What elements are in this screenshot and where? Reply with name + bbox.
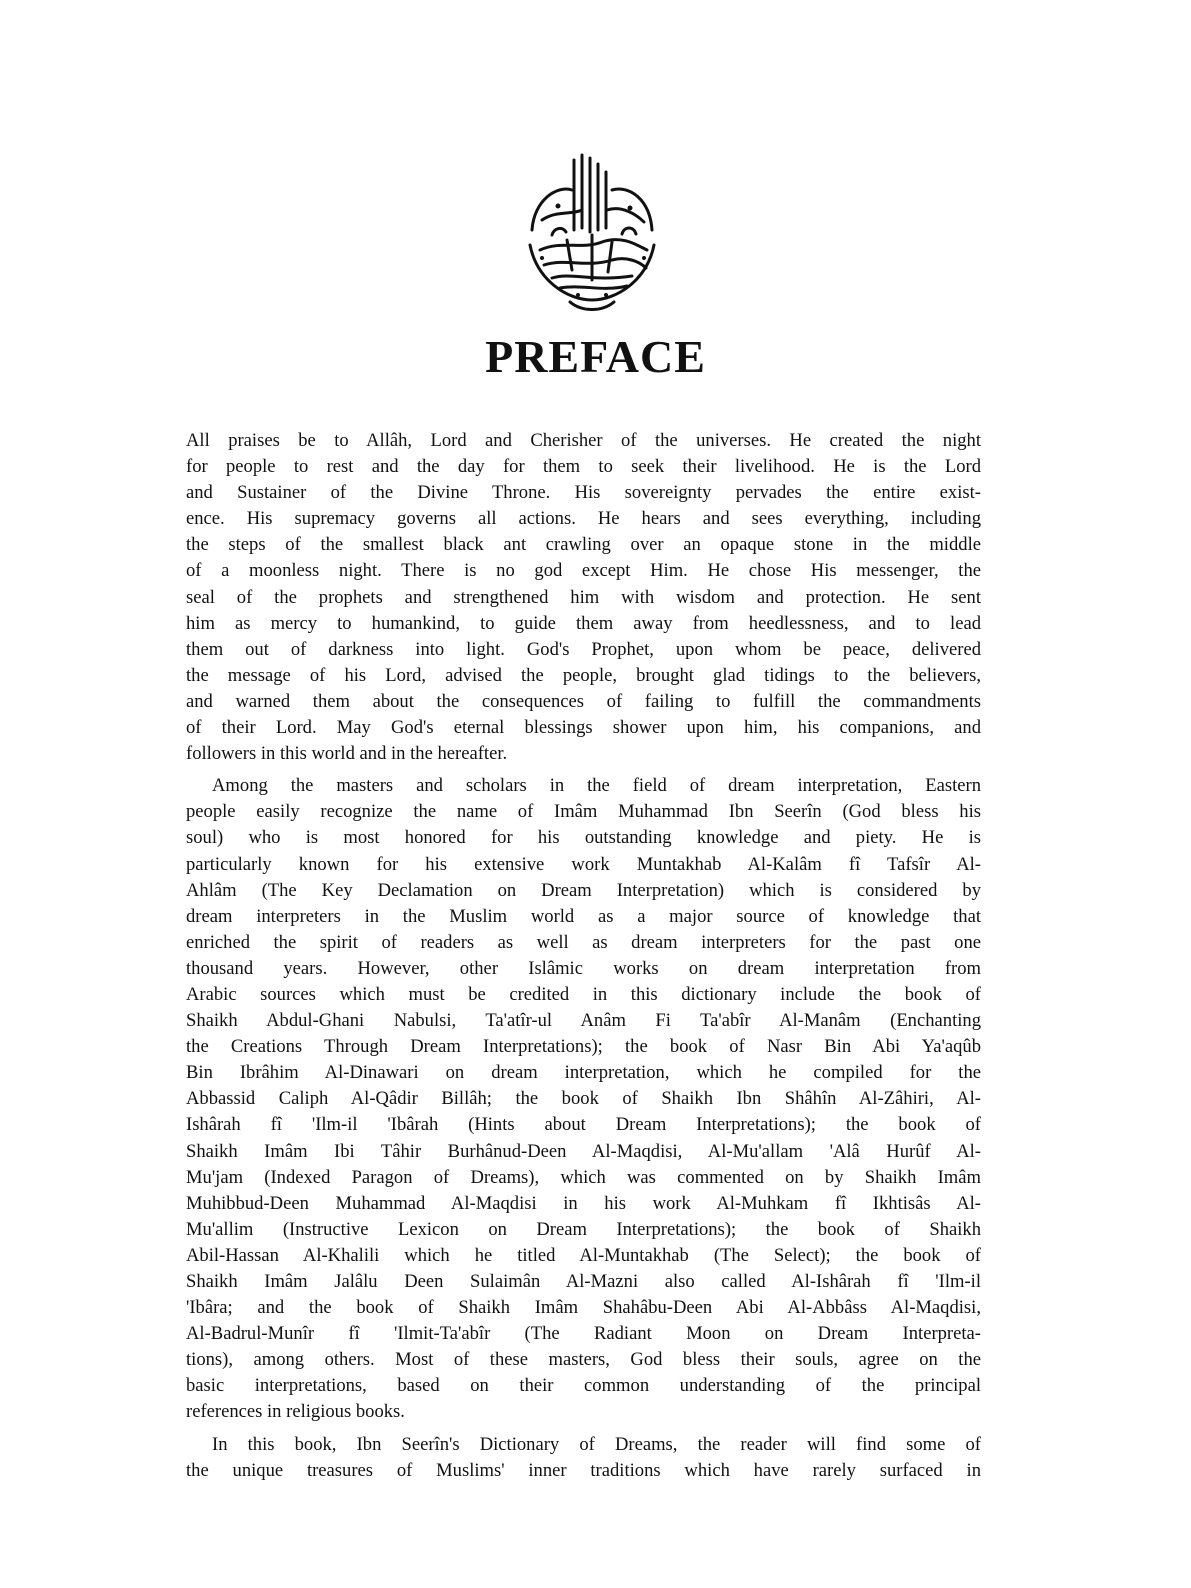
text-line: of their Lord. May God's eternal blessings shower upon him, his companions, and [186, 717, 981, 739]
preface-body [186, 428, 981, 1484]
text-line: Arabic sources which must be credited in this dictionary include the book of [186, 983, 981, 1005]
text-line: them out of darkness into light. God's Prophet, upon whom be peace, delivered [186, 638, 981, 660]
text-line: followers in this world and in the hereafter. [186, 743, 508, 765]
text-line: enriched the spirit of readers as well as dream interpreters for the past one [186, 931, 981, 953]
text-line: Ishârah fî 'Ilm-il 'Ibârah (Hints about Dream Interpretations); the book of [186, 1114, 981, 1136]
text-line: Abil-Hassan Al-Khalili which he titled Al-Muntakhab (The Select); the book of [186, 1244, 981, 1266]
text-line: Among the masters and scholars in the field of dream interpretation, Eastern [212, 775, 981, 797]
paragraph-3 [186, 1432, 981, 1484]
page-title: PREFACE [485, 331, 706, 382]
text-line: ence. His supremacy governs all actions. He hears and sees everything, including [186, 508, 981, 530]
text-line: Shaikh Imâm Jalâlu Deen Sulaimân Al-Mazni also called Al-Ishârah fî 'Ilm-il [186, 1271, 981, 1292]
text-line: Abbassid Caliph Al-Qâdir Billâh; the book of Shaikh Ibn Shâhîn Al-Zâhiri, Al- [186, 1088, 981, 1110]
text-line: dream interpreters in the Muslim world as a major source of knowledge that [186, 905, 981, 927]
text-line: him as mercy to humankind, to guide them away from heedlessness, and to lead [186, 612, 981, 634]
text-line: the unique treasures of Muslims' inner traditions which have rarely surfaced in [186, 1459, 981, 1481]
text-line: In this book, Ibn Seerîn's Dictionary of Dreams, the reader will find some of [212, 1433, 981, 1455]
text-line: the message of his Lord, advised the people, brought glad tidings to the believers, [186, 664, 981, 686]
text-line: people easily recognize the name of Imâm Muhammad Ibn Seerîn (God bless his [186, 801, 981, 823]
text-line: Ahlâm (The Key Declamation on Dream Interpretation) which is considered by [186, 879, 981, 901]
text-line: 'Ibâra; and the book of Shaikh Imâm Shahâbu-Deen Abi Al-Abbâss Al-Maqdisi, [186, 1297, 981, 1319]
text-line: tions), among others. Most of these masters, God bless their souls, agree on the [186, 1349, 981, 1371]
text-line: thousand years. However, other Islâmic works on dream interpretation from [186, 957, 981, 979]
text-line: Al-Badrul-Munîr fî 'Ilmit-Ta'abîr (The Radiant Moon on Dream Interpreta- [186, 1323, 981, 1345]
text-line: the steps of the smallest black ant crawling over an opaque stone in the middle [186, 534, 981, 556]
text-line: Mu'jam (Indexed Paragon of Dreams), which was commented on by Shaikh Imâm [186, 1166, 981, 1188]
text-line: Shaikh Abdul-Ghani Nabulsi, Ta'atîr-ul Anâm Fi Ta'abîr Al-Manâm (Enchanting [186, 1010, 981, 1032]
text-line: soul) who is most honored for his outstanding knowledge and piety. He is [186, 827, 981, 849]
text-line: Shaikh Imâm Ibi Tâhir Burhânud-Deen Al-Maqdisi, Al-Mu'allam 'Alâ Hurûf Al- [186, 1140, 981, 1162]
paragraph-1 [186, 428, 981, 767]
paragraph-2 [186, 773, 981, 1425]
text-line: references in religious books. [186, 1401, 405, 1423]
text-line: and warned them about the consequences of failing to fulfill the commandments [186, 690, 981, 712]
text-line: Muhibbud-Deen Muhammad Al-Maqdisi in his work Al-Muhkam fî Ikhtisâs Al- [186, 1192, 981, 1214]
bismillah-calligraphy-icon [512, 150, 672, 315]
text-line: basic interpretations, based on their common understanding of the principal [186, 1375, 981, 1397]
text-line: seal of the prophets and strengthened him with wisdom and protection. He sent [186, 586, 981, 608]
text-line: for people to rest and the day for them to seek their livelihood. He is the Lord [186, 456, 981, 478]
text-line: the Creations Through Dream Interpretations); the book of Nasr Bin Abi Ya'aqûb [186, 1036, 981, 1058]
text-line: particularly known for his extensive work Muntakhab Al-Kalâm fî Tafsîr Al- [186, 853, 981, 875]
text-line: of a moonless night. There is no god except Him. He chose His messenger, the [186, 560, 981, 582]
text-line: Mu'allim (Instructive Lexicon on Dream Interpretations); the book of Shaikh [186, 1218, 981, 1240]
text-line: All praises be to Allâh, Lord and Cherisher of the universes. He created the night [186, 430, 981, 451]
text-line: and Sustainer of the Divine Throne. His sovereignty pervades the entire exist- [186, 482, 981, 504]
text-line: Bin Ibrâhim Al-Dinawari on dream interpretation, which he compiled for the [186, 1062, 981, 1084]
